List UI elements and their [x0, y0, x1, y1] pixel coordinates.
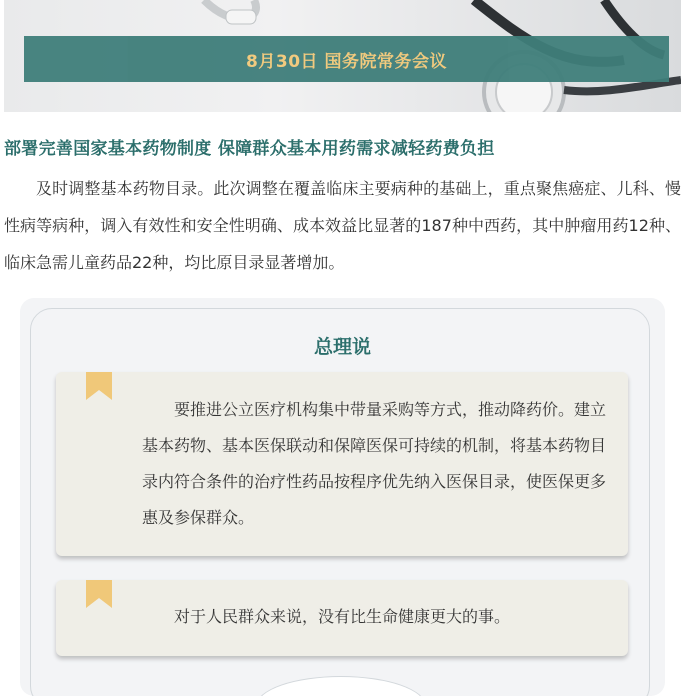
- quote-card: [56, 580, 628, 656]
- banner: [4, 0, 681, 112]
- banner-title-bar: [24, 36, 669, 82]
- quote-panel-title: 总理说: [313, 336, 371, 358]
- section-heading: 部署完善国家基本药物制度 保障群众基本用药需求减轻药费负担: [4, 139, 495, 159]
- quote-text: 对于人民群众来说，没有比生命健康更大的事。: [174, 607, 511, 626]
- quote-text: 要推进公立医疗机构集中带量采购等方式，推动降药价。建立基本药物、基本医保联动和保障医保可持续的机制，将基本药物目录内符合条件的治疗性药品按程序优先纳入医保目录，使医保更多惠及参保群众。: [142, 400, 607, 527]
- bookmark-icon: [86, 372, 112, 400]
- quote-card: [56, 372, 628, 556]
- bookmark-icon: [86, 580, 112, 608]
- section-paragraph: 及时调整基本药物目录。此次调整在覆盖临床主要病种的基础上，重点聚焦癌症、儿科、慢性病等病种，调入有效性和安全性明确、成本效益比显著的187种中西药，其中肿瘤用药12种、临床急需儿童药品22种，均比原目录显著增加。: [4, 179, 681, 272]
- banner-title: 8月30日 国务院常务会议: [246, 51, 447, 72]
